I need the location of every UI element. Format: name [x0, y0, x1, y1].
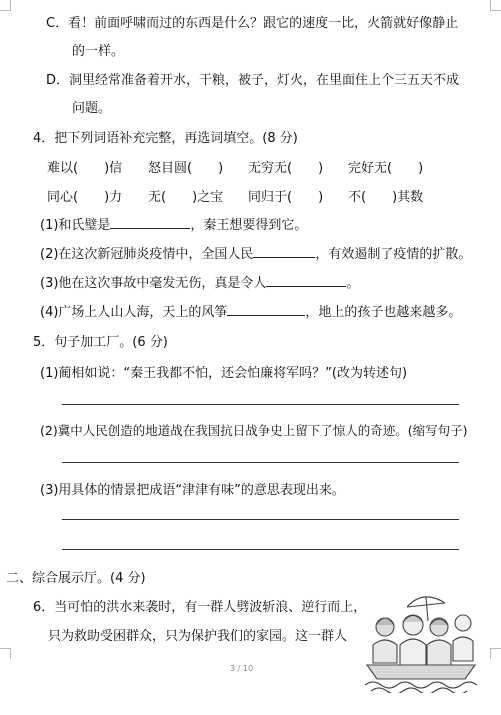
- q4-sentence-1: [40, 214, 307, 233]
- sentence-4-prefix: (4)广场上人山人海，天上的风筝: [40, 305, 228, 320]
- sentence-2-prefix: (2)在这次新冠肺炎疫情中，全国人民: [40, 247, 254, 262]
- q4-title: 4．把下列词语补充完整，再选词填空。(8 分): [33, 131, 298, 146]
- sentence-2-blank[interactable]: [253, 243, 315, 258]
- word-fill-4[interactable]: 完好无( ): [348, 161, 424, 176]
- q5-item-2: (2)冀中人民创造的地道战在我国抗日战争史上留下了惊人的奇迹。(缩写句子): [40, 423, 468, 438]
- crop-mark-bottom-right: [490, 648, 501, 659]
- option-c-line2: 的一样。: [72, 44, 125, 59]
- answer-line-4[interactable]: [62, 549, 459, 550]
- answer-line-2[interactable]: [62, 462, 459, 463]
- word-fill-5[interactable]: 同心( )力: [47, 190, 123, 205]
- sentence-3-prefix: (3)他在这次事故中毫发无伤，真是令人: [40, 276, 267, 291]
- sentence-2-suffix: ，有效遏制了疫情的扩散。: [315, 247, 472, 262]
- crop-mark-top-right: [490, 0, 501, 11]
- option-c-line1: C．看！前面呼啸而过的东西是什么？跟它的速度一比，火箭就好像静止: [46, 16, 459, 31]
- section-2-title: 二、综合展示厅。(4 分): [6, 571, 146, 586]
- q5-item-3: (3)用具体的情景把成语“津津有味”的意思表现出来。: [40, 483, 345, 498]
- flood-rescue-illustration: [365, 585, 477, 693]
- q4-sentence-2: [40, 243, 471, 262]
- crop-mark-bottom-left: [0, 648, 11, 659]
- q5-item-1: (1)蔺相如说：“秦王我都不怕，还会怕廉将军吗？”(改为转述句): [40, 366, 408, 381]
- word-fill-6[interactable]: 无( )之宝: [148, 190, 224, 205]
- sentence-1-blank[interactable]: [110, 214, 190, 229]
- word-fill-7[interactable]: 同归于( ): [248, 190, 324, 205]
- option-d-line2: 问题。: [72, 101, 112, 116]
- q5-title: 5．句子加工厂。(6 分): [33, 335, 168, 350]
- crop-mark-top-left: [0, 0, 11, 11]
- sentence-1-suffix: ，秦王想要得到它。: [190, 218, 308, 233]
- answer-line-1[interactable]: [62, 404, 459, 405]
- q4-sentence-3: [40, 272, 359, 291]
- sentence-1-prefix: (1)和氏璧是: [40, 218, 111, 233]
- word-fill-2[interactable]: 怒目圆( ): [148, 161, 224, 176]
- word-fill-3[interactable]: 无穷无( ): [248, 161, 324, 176]
- sentence-4-suffix: ，地上的孩子也越来越多。: [305, 305, 462, 320]
- option-d-line1: D．洞里经常准备着开水，干粮，被子，灯火，在里面住上个三五天不成: [46, 73, 460, 88]
- sentence-4-blank[interactable]: [227, 301, 305, 316]
- q6-line2: 只为救助受困群众，只为保护我们的家园。这一群人: [48, 629, 348, 644]
- sentence-3-blank[interactable]: [266, 272, 346, 287]
- q4-sentence-4: [40, 301, 461, 320]
- sentence-3-suffix: 。: [346, 276, 360, 291]
- answer-line-3[interactable]: [62, 519, 459, 520]
- q6-line1: 6．当可怕的洪水来袭时，有一群人劈波斩浪、逆行而上，: [33, 600, 367, 615]
- word-fill-8[interactable]: 不( )其数: [348, 190, 424, 205]
- word-fill-1[interactable]: 难以( )信: [47, 161, 123, 176]
- page-number: 3 / 10: [230, 664, 254, 673]
